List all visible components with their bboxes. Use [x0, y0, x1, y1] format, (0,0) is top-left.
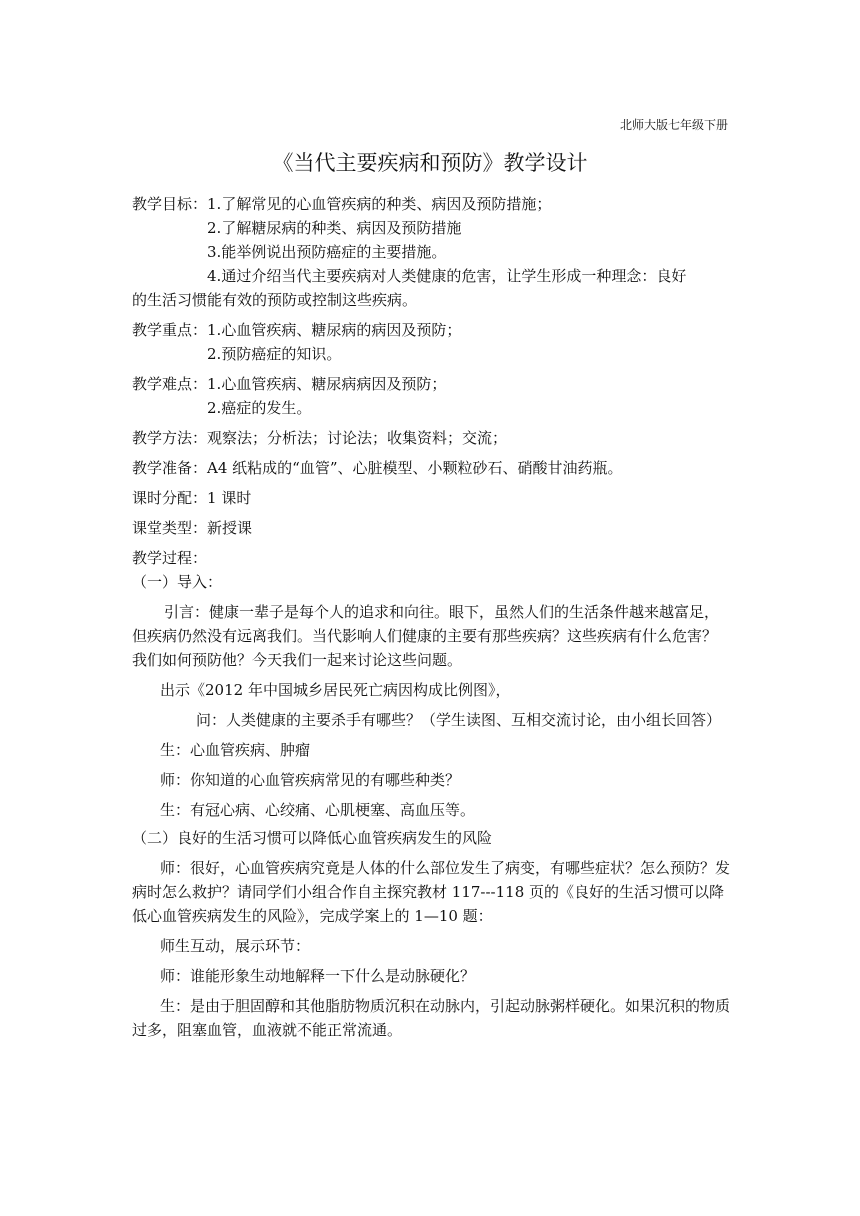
key-points-section — [132, 318, 730, 366]
section-heading: （二）良好的生活习惯可以降低心血管疾病发生的风险 — [132, 829, 493, 847]
section-heading: （一）导入： — [132, 573, 223, 591]
dialogue-line: 生：心血管疾病、肿瘤 — [160, 741, 311, 759]
interaction-line: 师生互动，展示环节： — [160, 937, 311, 955]
preparation-label: 教学准备： — [132, 459, 208, 477]
key-point-item: 1.心血管疾病、糖尿病的病因及预防； — [207, 321, 462, 339]
difficulty-item: 2.癌症的发生。 — [207, 399, 312, 417]
objectives-label: 教学目标： — [132, 195, 208, 213]
objective-continuation: 的生活习惯能有效的预防或控制这些疾病。 — [132, 291, 418, 309]
key-point-item: 2.预防癌症的知识。 — [207, 345, 342, 363]
objective-item: 1.了解常见的心血管疾病的种类、病因及预防措施； — [207, 195, 552, 213]
methods-row — [132, 426, 730, 450]
page-title: 《当代主要疾病和预防》教学设计 — [272, 151, 588, 175]
key-points-label: 教学重点： — [132, 321, 208, 339]
question-paragraph: 问：人类健康的主要杀手有哪些？（学生读图、互相交流讨论，由小组长回答） — [196, 711, 722, 729]
objectives-section — [132, 192, 730, 288]
preparation-value: A4 纸粘成的“血管”、心脏模型、小颗粒砂石、硝酸甘油药瓶。 — [207, 459, 623, 477]
lesson-plan-body — [132, 192, 730, 1042]
objective-item: 4.通过介绍当代主要疾病对人类健康的危害，让学生形成一种理念：良好 — [207, 267, 687, 285]
show-chart-line: 出示《2012 年中国城乡居民死亡病因构成比例图》， — [160, 681, 511, 699]
objective-item: 3.能举例说出预防癌症的主要措施。 — [207, 243, 447, 261]
lesson-type-value: 新授课 — [207, 519, 253, 537]
student-answer: 生：是由于胆固醇和其他脂肪物质沉积在动脉内，引起动脉粥样硬化。如果沉积的物质过多，阻塞血管，血液就不能正常流通。 — [132, 997, 731, 1039]
key-points-list — [207, 318, 730, 366]
preparation-row — [132, 456, 730, 480]
teacher-question: 师：谁能形象生动地解释一下什么是动脉硬化？ — [160, 967, 476, 985]
header-note: 北师大版七年级下册 — [619, 118, 728, 132]
periods-value: 1 课时 — [207, 489, 252, 507]
objectives-list — [207, 192, 730, 288]
difficulties-label: 教学难点： — [132, 375, 208, 393]
difficulties-section — [132, 372, 730, 420]
lesson-type-label: 课堂类型： — [132, 519, 208, 537]
difficulties-list — [207, 372, 730, 420]
teacher-intro-paragraph: 师：很好，心血管疾病究竟是人体的什么部位发生了病变，有哪些症状？怎么预防？发病时怎么救护？请同学们小组合作自主探究教材 117---118 页的《良好的生活习惯可以降低心血管疾病发生的风险》，完成学案上的 1—10 题： — [132, 859, 731, 925]
periods-row — [132, 486, 730, 510]
lesson-type-row — [132, 516, 730, 540]
objective-item: 2.了解糖尿病的种类、病因及预防措施 — [207, 219, 462, 237]
difficulty-item: 1.心血管疾病、糖尿病病因及预防； — [207, 375, 447, 393]
process-label: 教学过程： — [132, 549, 208, 567]
methods-label: 教学方法： — [132, 429, 208, 447]
intro-paragraph: 引言：健康一辈子是每个人的追求和向往。眼下，虽然人们的生活条件越来越富足，但疾病仍然没有远离我们。当代影响人们健康的主要有那些疾病？这些疾病有什么危害？我们如何预防他？今天我们一起来讨论这些问题。 — [132, 603, 720, 669]
dialogue-line: 师：你知道的心血管疾病常见的有哪些种类？ — [160, 771, 461, 789]
dialogue-line: 生：有冠心病、心绞痛、心肌梗塞、高血压等。 — [160, 801, 476, 819]
periods-label: 课时分配： — [132, 489, 208, 507]
methods-value: 观察法；分析法；讨论法；收集资料；交流； — [207, 429, 508, 447]
